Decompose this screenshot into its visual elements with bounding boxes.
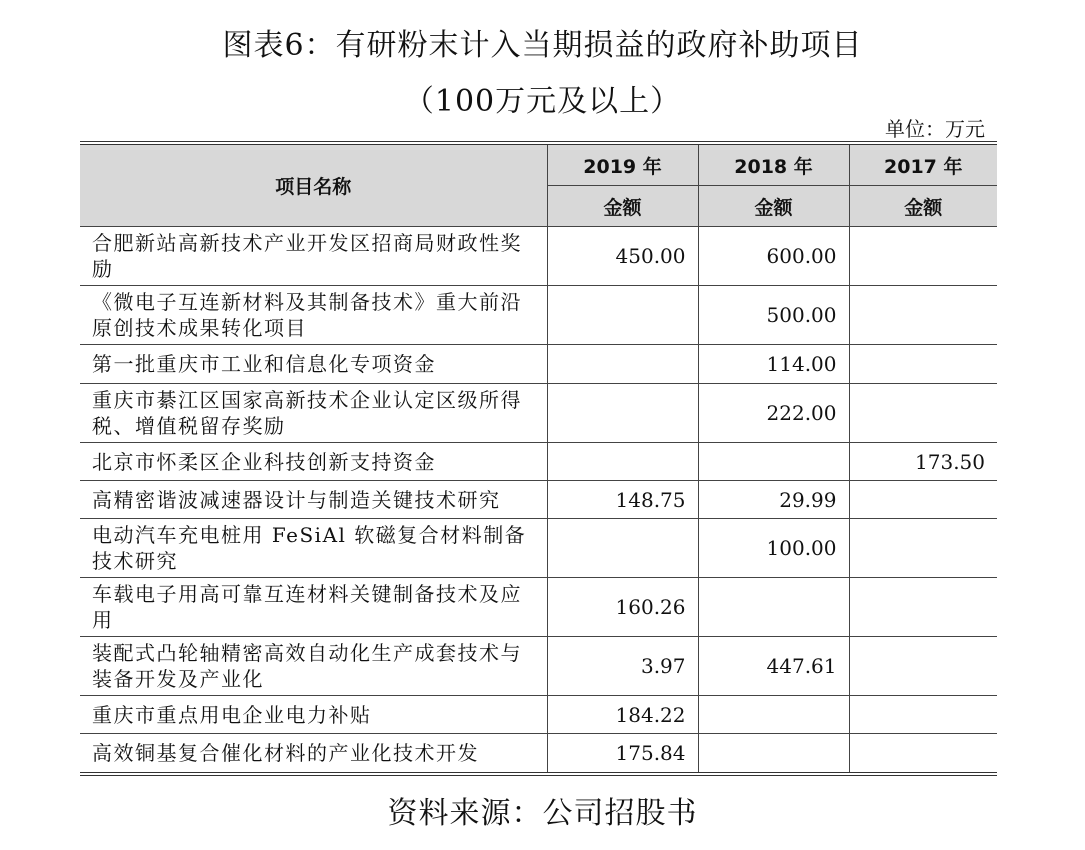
item-name-cell: 车载电子用高可靠互连材料关键制备技术及应用 [80, 578, 547, 637]
amount-2017-cell [849, 519, 997, 578]
header-year-2018: 2018 年 [698, 145, 849, 186]
subsidy-table [80, 145, 997, 772]
title-line-2: （100万元及以上） [403, 84, 682, 119]
amount-2018-cell: 222.00 [698, 384, 849, 443]
header-year-2019: 2019 年 [547, 145, 698, 186]
unit-label: 单位：万元 [885, 117, 985, 141]
table-row [80, 734, 997, 772]
amount-2018-cell: 500.00 [698, 286, 849, 345]
amount-2018-cell [698, 696, 849, 734]
header-item-name: 项目名称 [80, 145, 547, 227]
item-name-cell: 重庆市重点用电企业电力补贴 [80, 696, 547, 734]
table-row [80, 519, 997, 578]
amount-2018-cell: 114.00 [698, 345, 849, 384]
source-note: 资料来源：公司招股书 [387, 796, 698, 831]
title-line-1: 图表6：有研粉末计入当期损益的政府补助项目 [222, 28, 863, 63]
amount-2019-cell [547, 384, 698, 443]
amount-2019-cell [547, 519, 698, 578]
table-row [80, 384, 997, 443]
amount-2019-cell [547, 345, 698, 384]
amount-2018-cell [698, 443, 849, 481]
item-name-cell: 高效铜基复合催化材料的产业化技术开发 [80, 734, 547, 772]
table-row [80, 286, 997, 345]
table-body [80, 227, 997, 772]
amount-2019-cell: 450.00 [547, 227, 698, 286]
amount-2019-cell: 175.84 [547, 734, 698, 772]
amount-2019-cell: 3.97 [547, 637, 698, 696]
amount-2017-cell [849, 227, 997, 286]
subsidy-table-wrapper [80, 141, 997, 776]
item-name-cell: 北京市怀柔区企业科技创新支持资金 [80, 443, 547, 481]
amount-2019-cell: 184.22 [547, 696, 698, 734]
amount-2019-cell [547, 443, 698, 481]
header-amount-2017: 金额 [849, 186, 997, 227]
table-row [80, 443, 997, 481]
amount-2017-cell [849, 734, 997, 772]
amount-2017-cell [849, 696, 997, 734]
amount-2017-cell [849, 578, 997, 637]
item-name-cell: 合肥新站高新技术产业开发区招商局财政性奖励 [80, 227, 547, 286]
header-amount-2019: 金额 [547, 186, 698, 227]
table-row [80, 578, 997, 637]
item-name-cell: 重庆市綦江区国家高新技术企业认定区级所得税、增值税留存奖励 [80, 384, 547, 443]
header-year-2017: 2017 年 [849, 145, 997, 186]
amount-2019-cell: 148.75 [547, 481, 698, 519]
item-name-cell: 高精密谐波减速器设计与制造关键技术研究 [80, 481, 547, 519]
amount-2019-cell: 160.26 [547, 578, 698, 637]
header-amount-2018: 金额 [698, 186, 849, 227]
amount-2018-cell: 29.99 [698, 481, 849, 519]
item-name-cell: 《微电子互连新材料及其制备技术》重大前沿原创技术成果转化项目 [80, 286, 547, 345]
table-row [80, 345, 997, 384]
amount-2017-cell: 173.50 [849, 443, 997, 481]
amount-2018-cell: 600.00 [698, 227, 849, 286]
table-row [80, 227, 997, 286]
amount-2017-cell [849, 637, 997, 696]
item-name-cell: 电动汽车充电桩用 FeSiAl 软磁复合材料制备技术研究 [80, 519, 547, 578]
table-row [80, 696, 997, 734]
amount-2017-cell [849, 481, 997, 519]
amount-2018-cell [698, 578, 849, 637]
amount-2017-cell [849, 345, 997, 384]
amount-2018-cell: 100.00 [698, 519, 849, 578]
item-name-cell: 第一批重庆市工业和信息化专项资金 [80, 345, 547, 384]
amount-2017-cell [849, 286, 997, 345]
amount-2018-cell: 447.61 [698, 637, 849, 696]
table-row [80, 637, 997, 696]
amount-2017-cell [849, 384, 997, 443]
amount-2019-cell [547, 286, 698, 345]
item-name-cell: 装配式凸轮轴精密高效自动化生产成套技术与装备开发及产业化 [80, 637, 547, 696]
amount-2018-cell [698, 734, 849, 772]
table-row [80, 481, 997, 519]
